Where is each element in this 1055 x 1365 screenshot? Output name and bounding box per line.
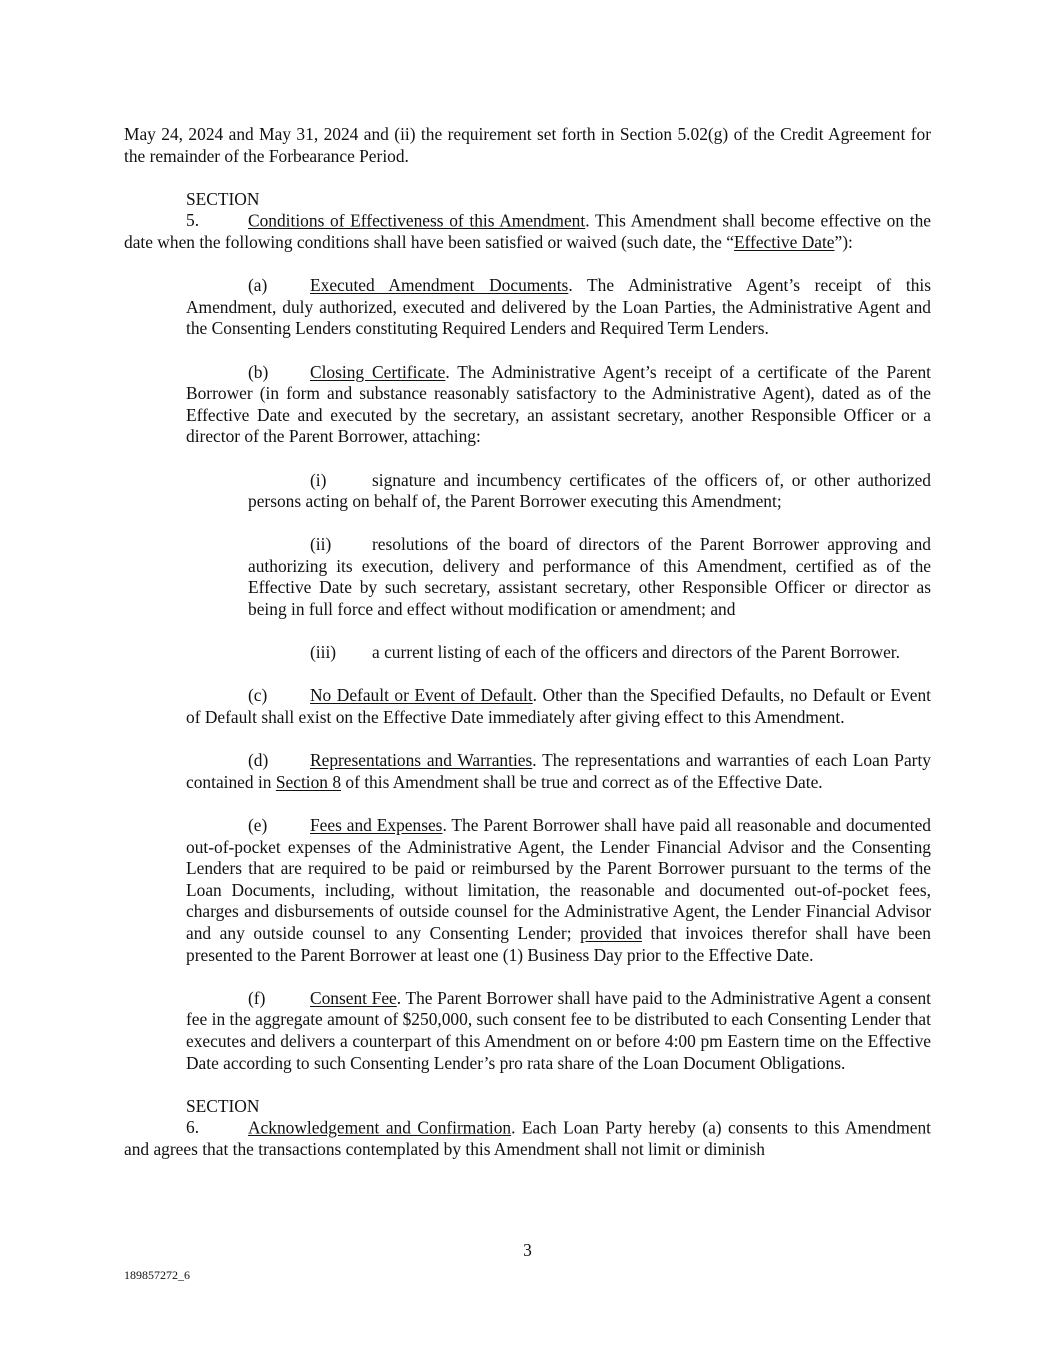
condition-e: [186, 815, 931, 966]
section-8-reference: Section 8: [275, 771, 342, 792]
subitem-i-text: signature and incumbency certificates of the officers of, or other authorized persons acting on behalf of, the Parent Borrower executing this Amendment;: [248, 469, 931, 512]
section-6-text: . Each Loan Party hereby (a) consents to this Amendment and agrees that the transactions contemplated by this Amendment shall not limit or diminish: [124, 1117, 931, 1159]
effective-date-term: Effective Date: [733, 231, 835, 252]
condition-e-label: (e): [248, 815, 268, 835]
subitem-i: [248, 470, 931, 513]
condition-d-text-a: . The representations and warranties of each Loan Party contained in: [186, 750, 931, 792]
condition-c: [186, 685, 931, 728]
section-5-paragraph: [124, 189, 931, 254]
condition-e-heading: Fees and Expenses: [310, 815, 443, 835]
section-5-text-a: . This Amendment shall become effective on the date when the following conditions shall have been satisfied or waived (such date, the “: [124, 210, 932, 252]
subitem-iii-text: a current listing of each of the officers and directors of the Parent Borrower.: [372, 642, 900, 663]
document-id: 189857272_6: [124, 1268, 190, 1282]
proviso-term: provided: [580, 922, 642, 943]
condition-f: [186, 988, 931, 1074]
condition-a-label: (a): [248, 275, 268, 296]
condition-c-text: . Other than the Specified Defaults, no Default or Event of Default shall exist on the Effective Date immediately after giving effect to this Amendment.: [186, 685, 931, 728]
condition-a: [186, 275, 931, 340]
condition-f-text: . The Parent Borrower shall have paid to the Administrative Agent a consent fee in the aggregate amount of $250,000, such consent fee to be distributed to each Consenting Lender that executes and delivers a counterpart of this Amendment on or before 4:00 pm Eastern time on the Effective Date according to such Consenting Lender’s pro rata share of the Loan Document Obligations.: [186, 987, 931, 1073]
section-5-number: SECTION 5.: [186, 188, 260, 231]
continuation-paragraph: May 24, 2024 and May 31, 2024 and (ii) the requirement set forth in Section 5.02(g) of the Credit Agreement for the remainder of the Forbearance Period.: [124, 124, 931, 166]
condition-f-heading: Consent Fee: [310, 987, 397, 1008]
condition-d: [186, 750, 931, 793]
condition-a-heading: Executed Amendment Documents: [310, 275, 569, 296]
condition-d-heading: Representations and Warranties: [310, 750, 533, 771]
subitem-i-label: (i): [310, 469, 327, 490]
section-5-text-b: ”):: [834, 231, 853, 252]
condition-b-heading: Closing Certificate: [310, 361, 446, 382]
subitem-ii: [248, 534, 931, 620]
condition-b: [186, 362, 931, 448]
condition-d-label: (d): [248, 750, 269, 771]
condition-c-label: (c): [248, 685, 268, 706]
section-6-number: SECTION 6.: [186, 1095, 260, 1138]
condition-b-text: . The Administrative Agent’s receipt of a certificate of the Parent Borrower (in form and substance reasonably satisfactory to the Administrative Agent), dated as of the Effective Date and executed by the secretary, an assistant secretary, another Responsible Officer or a director of the Parent Borrower, attaching:: [186, 361, 931, 447]
condition-f-label: (f): [248, 987, 266, 1008]
document-page: [124, 124, 931, 1182]
subitem-iii-label: (iii): [310, 642, 337, 663]
condition-a-text: . The Administrative Agent’s receipt of this Amendment, duly authorized, executed and delivered by the Loan Parties, the Administrative Agent and the Consenting Lenders constituting Required Lenders and Required Term Lenders.: [186, 275, 931, 339]
page-number: 3: [523, 1240, 532, 1260]
subitem-ii-text: resolutions of the board of directors of the Parent Borrower approving and authorizing its execution, delivery and performance of this Amendment, certified as of the Effective Date by such secretary, assistant secretary, other Responsible Officer or director as being in full force and effect without modification or amendment; and: [248, 534, 931, 620]
condition-c-heading: No Default or Event of Default: [310, 685, 533, 706]
section-6-heading: Acknowledgement and Confirmation: [248, 1117, 512, 1138]
condition-b-label: (b): [248, 361, 269, 382]
subitem-ii-label: (ii): [310, 534, 332, 555]
subitem-iii: [248, 642, 931, 664]
section-5-heading: Conditions of Effectiveness of this Amendment: [248, 210, 586, 231]
condition-e-text-b: that invoices therefor shall have been presented to the Parent Borrower at least one (1) Business Day prior to the Effective Date.: [186, 922, 932, 965]
condition-e-text-a: . The Parent Borrower shall have paid all reasonable and documented out-of-pocket expenses of the Administrative Agent, the Lender Financial Advisor and the Consenting Lenders that are required to be paid or reimbursed by the Parent Borrower pursuant to the terms of the Loan Documents, including, without limitation, the reasonable and documented out-of-pocket fees, charges and disbursements of outside counsel for the Administrative Agent, the Lender Financial Advisor and any outside counsel to any Consenting Lender;: [186, 815, 931, 943]
section-6-paragraph: [124, 1096, 931, 1161]
condition-d-text-b: of this Amendment shall be true and correct as of the Effective Date.: [341, 771, 823, 792]
